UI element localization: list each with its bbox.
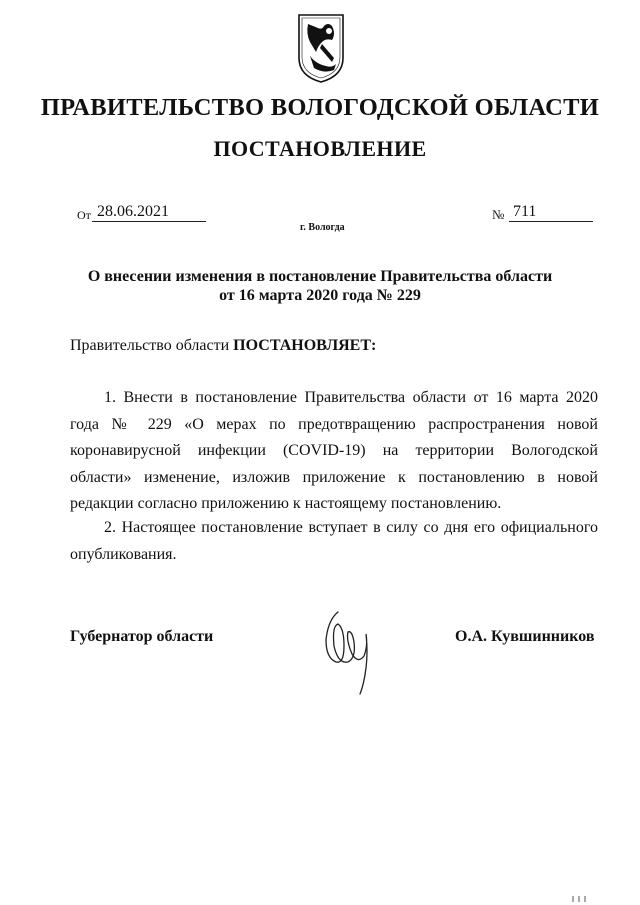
preamble	[70, 337, 376, 355]
date-label: От	[77, 208, 91, 222]
coat-of-arms-icon	[296, 12, 346, 84]
page-marks-icon	[571, 895, 589, 903]
city: г. Вологда	[300, 222, 345, 233]
paragraph-2-text: 2. Настоящее постановление вступает в силу со дня его официального опубликования.	[70, 519, 598, 563]
document-number: 711	[509, 202, 593, 222]
preamble-decree: ПОСТАНОВЛЯЕТ:	[233, 337, 377, 354]
subject-line-2: от 16 марта 2020 года № 229	[219, 287, 421, 304]
signer-title: Губернатор области	[70, 628, 214, 645]
document-type: ПОСТАНОВЛЕНИЕ	[213, 136, 427, 161]
paragraph-1	[70, 385, 598, 518]
government-title: ПРАВИТЕЛЬСТВО ВОЛОГОДСКОЙ ОБЛАСТИ	[40, 94, 600, 121]
signature-icon	[320, 606, 376, 698]
number-label: №	[492, 207, 505, 222]
preamble-text: Правительство области	[70, 337, 234, 354]
subject-line-1: О внесении изменения в постановление Правительства области	[87, 268, 553, 285]
paragraph-1-text: 1. Внести в постановление Правительства области от 16 марта 2020 года № 229 «О мерах по предотвращению распространения новой коронавирусной инфекции (COVID-19) на территории Вологодской области» изменение, изложив приложение к постановлению в новой редакции согласно приложению к настоящему постановлению.	[70, 389, 598, 512]
paragraph-2	[70, 515, 598, 568]
document-subject	[0, 267, 640, 305]
document-date: 28.06.2021	[92, 202, 206, 222]
signer-name: О.А. Кувшинников	[455, 628, 595, 645]
